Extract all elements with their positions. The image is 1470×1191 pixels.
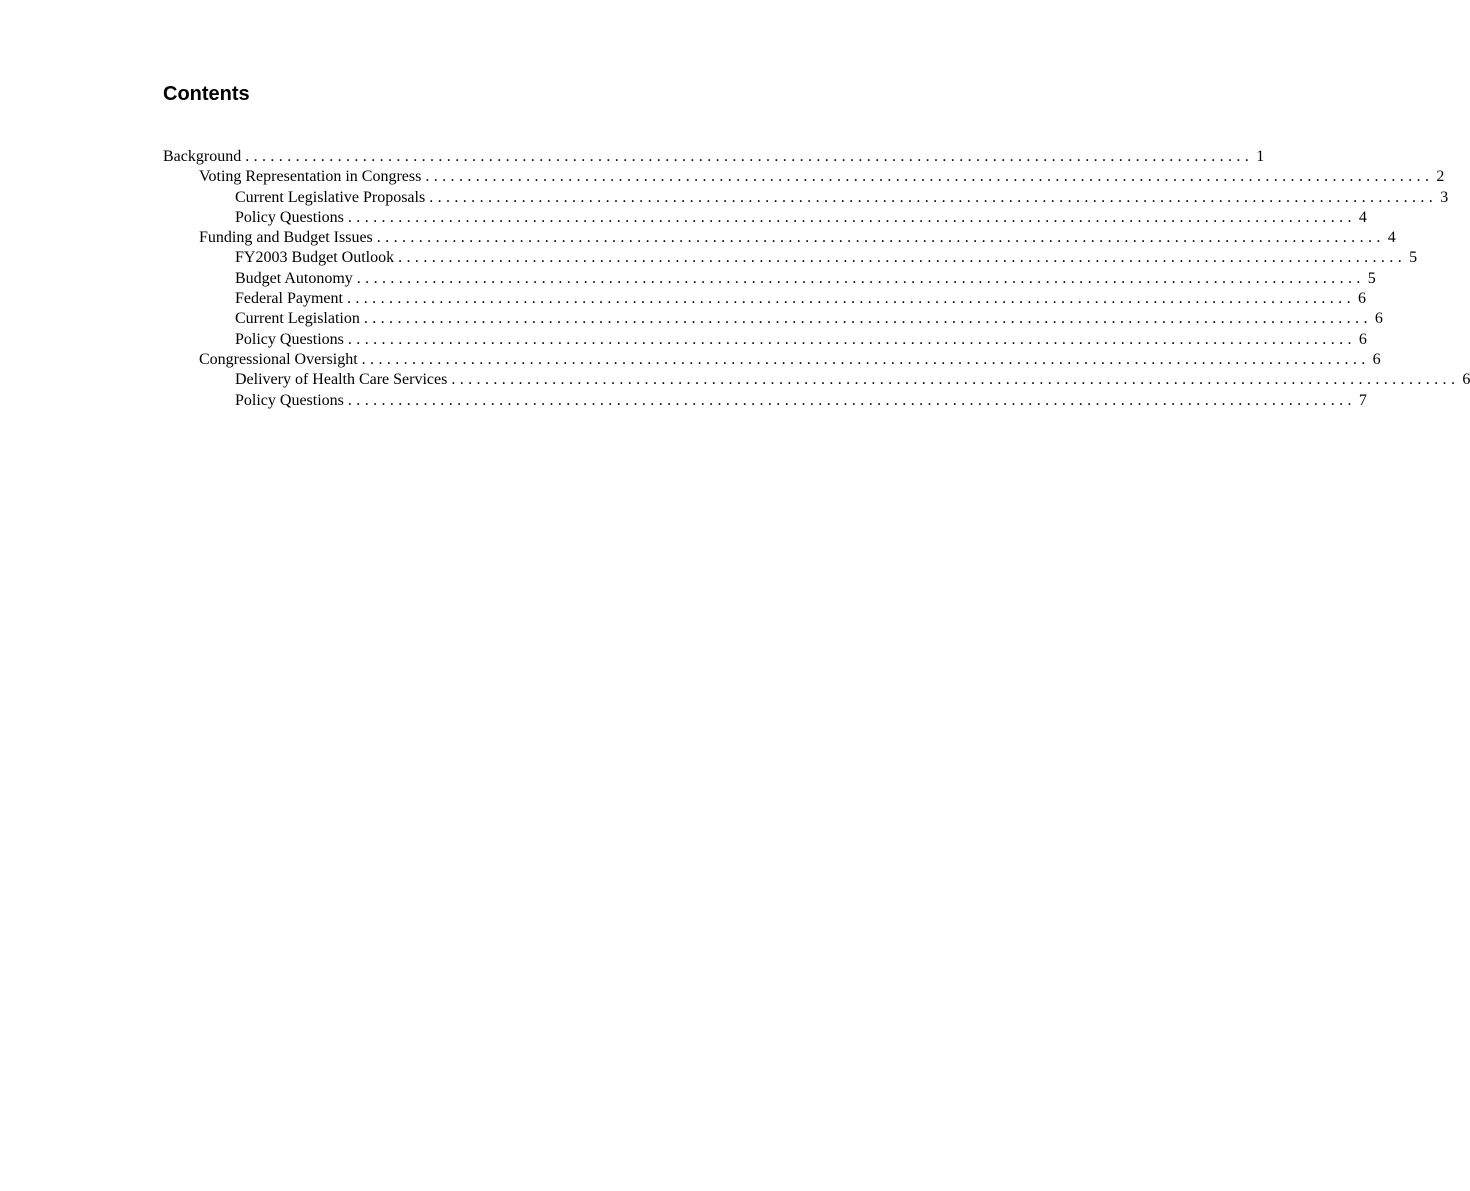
toc-entry-page-number: 6	[1374, 310, 1383, 328]
dot-leader: ........................................................................................................................	[398, 249, 1407, 267]
toc-entry-page-number: 5	[1409, 249, 1418, 267]
dot-leader: ........................................................................................................................	[363, 310, 1372, 328]
toc-entry-title: Funding and Budget Issues	[199, 229, 373, 247]
dot-leader: ........................................................................................................................	[429, 188, 1438, 206]
dot-leader: ........................................................................................................................	[346, 290, 1355, 308]
dot-leader: ........................................................................................................................	[376, 229, 1385, 247]
toc-entry-page-number: 1	[1256, 148, 1265, 165]
table-of-contents	[163, 147, 1470, 411]
dot-leader: ........................................................................................................................	[425, 168, 1434, 186]
toc-entry-title: Budget Autonomy	[235, 269, 353, 287]
toc-entry-page-number: 6	[1357, 290, 1366, 308]
toc-entry[interactable]	[163, 289, 1366, 309]
toc-entry-page-number: 4	[1387, 229, 1396, 247]
toc-entry-title: Background	[163, 148, 242, 165]
toc-entry[interactable]	[163, 248, 1418, 268]
toc-entry-title: Delivery of Health Care Services	[235, 371, 448, 389]
toc-entry[interactable]	[163, 330, 1367, 350]
toc-entry-title: Policy Questions	[235, 208, 344, 226]
page-title: Contents	[163, 83, 250, 105]
dot-leader: ........................................................................................................................	[245, 148, 1254, 165]
toc-entry-title: Policy Questions	[235, 391, 344, 409]
toc-entry[interactable]	[163, 188, 1449, 208]
toc-entry[interactable]	[163, 370, 1470, 390]
dot-leader: ........................................................................................................................	[347, 208, 1356, 226]
toc-entry[interactable]	[163, 167, 1445, 187]
toc-entry-page-number: 5	[1367, 269, 1376, 287]
dot-leader: ........................................................................................................................	[361, 350, 1370, 368]
dot-leader: ........................................................................................................................	[347, 330, 1356, 348]
toc-entry-page-number: 7	[1358, 391, 1367, 409]
toc-entry-page-number: 6	[1358, 330, 1367, 348]
toc-entry[interactable]	[163, 309, 1383, 329]
toc-entry-page-number: 4	[1358, 208, 1367, 226]
toc-entry-title: Voting Representation in Congress	[199, 168, 422, 186]
dot-leader: ........................................................................................................................	[347, 391, 1356, 409]
toc-entry-title: Federal Payment	[235, 290, 343, 308]
toc-entry-page-number: 6	[1372, 350, 1381, 368]
dot-leader: ........................................................................................................................	[451, 371, 1460, 389]
dot-leader: ........................................................................................................................	[356, 269, 1365, 287]
toc-entry[interactable]	[163, 350, 1381, 370]
toc-entry-page-number: 6	[1462, 371, 1470, 389]
toc-entry-title: Current Legislation	[235, 310, 360, 328]
toc-entry-title: Congressional Oversight	[199, 350, 358, 368]
toc-entry-title: Current Legislative Proposals	[235, 188, 426, 206]
toc-entry[interactable]	[163, 269, 1376, 289]
toc-entry-page-number: 2	[1436, 168, 1445, 186]
toc-entry[interactable]	[163, 391, 1367, 411]
toc-entry-title: FY2003 Budget Outlook	[235, 249, 395, 267]
toc-entry-page-number: 3	[1440, 188, 1449, 206]
toc-entry[interactable]	[163, 147, 1265, 167]
toc-entry[interactable]	[163, 228, 1396, 248]
toc-entry-title: Policy Questions	[235, 330, 344, 348]
toc-entry[interactable]	[163, 208, 1367, 228]
